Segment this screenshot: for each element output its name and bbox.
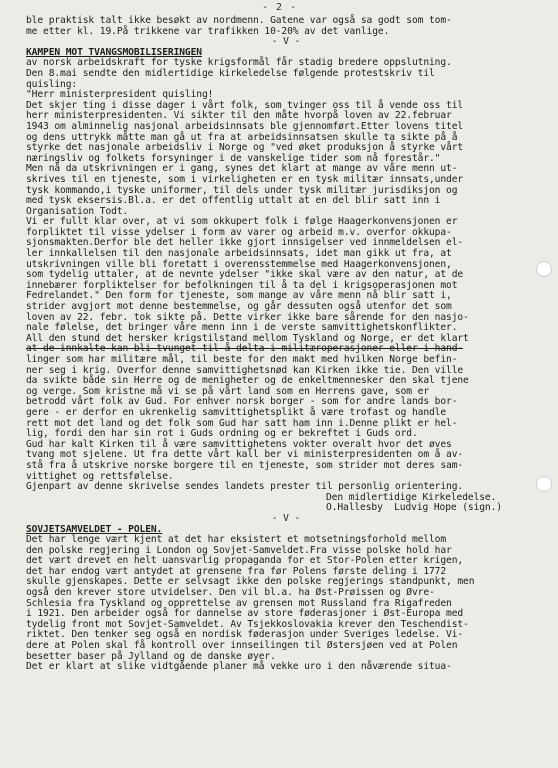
protest-letter-line: strider avgjort mot denne bestemmelse, og går dessuten også utenfor det som: [26, 301, 452, 313]
article-line: den polske regjering i London og Sovjet-Samveldet.Fra visse polske hold har: [26, 544, 452, 556]
punch-hole: [536, 476, 552, 492]
protest-letter-line: tvang mot sjelene. Ut fra dette vårt kall ber vi ministerpresidenten om å av-: [26, 449, 464, 461]
document-body: [26, 16, 546, 673]
article-line: tydelig front mot Sovjet-Samveldet. Av Tsjekkoslovakia krever den Teschendist-: [26, 618, 469, 630]
protest-letter-line: rett mot det land og det folk som Gud har satt ham inn i.Denne plikt er hel-: [26, 417, 458, 429]
protest-letter-line: utskrivningen ville bli foretatt i overensstemmelse med Haagerkonvensjonen,: [26, 258, 452, 270]
protest-letter-line: og verge. Som kristne må vi se på vårt land som en Herrens gave, som er: [26, 385, 429, 397]
protest-letter-line: styrke det nasjonale arbeidsliv i Norge og "ved øket produksjon å styrke vårt: [26, 142, 464, 154]
article-line: det vært drevet en helt uansvarlig propaganda for et Stor-Polen etter krigen,: [26, 555, 464, 567]
protest-letter-line: Det skjer ting i disse dager i vårt folk, som tvinger oss til å vende oss til: [26, 99, 464, 111]
protest-letter-line: linger som har militære mål, til beste for den makt med hvilken Norge befin-: [26, 354, 458, 365]
protest-letter-line: herr ministerpresidenten. Vi sikter til den måte hvorpå loven av 22.februar: [26, 110, 452, 122]
article-line: Det er klart at slike vidtgående planer må vekke uro i den nåværende situa-: [26, 661, 452, 673]
protest-letter-line: Men nå da utskrivningen er i gang, synes det klart at mange av våre menn ut-: [26, 163, 458, 175]
protest-letter-line: lig, fordi den har sin rot i Guds ordning og er bekreftet i Guds ord.: [26, 428, 418, 440]
section-separator: - V -: [271, 512, 301, 524]
article-line: også den krever store utvidelser. Den vil bl.a. ha Øst-Prøissen og Øvre-: [26, 587, 435, 599]
protest-letter-line: og dens uttrykk måtte man gå ut fra at arbeidsinnsatsen skulle ta sikte på å: [26, 131, 458, 143]
section-heading: SOVJETSAMVELDET - POLEN.: [26, 523, 163, 535]
protest-letter-line: av norsk arbeidskraft for tyske krigsformål får stadig bredere oppslutning.: [26, 57, 452, 69]
protest-letter-line: Fedrelandet." Den form for tjeneste, som mange av våre menn nå blir satt i,: [26, 290, 452, 302]
article-line: det har endog vært antydet at grensene fra før Polens første deling i 1772: [26, 565, 447, 577]
protest-letter-line: forpliktet til visse ydelser i form av varer og arbeid m.v. overfor okkupa-: [26, 226, 452, 238]
signature-line: Den midlertidige Kirkeledelse.: [326, 491, 497, 503]
protest-letter-line: med tysk eksersis.Bl.a. er det offentlig uttalt at en del blir satt inn i: [26, 195, 441, 207]
article-line: besetter baser på Jylland og de danske øyer.: [26, 650, 276, 662]
protest-letter-line: quisling:: [26, 78, 78, 90]
protest-letter-line: loven av 22. febr. tok sikte på. Dette virker ikke bare sårende for den nasjo-: [26, 311, 469, 323]
protest-letter-line: innebærer forpliktelser for befolkningen til å ta del i krigsoperasjonen mot: [26, 279, 458, 291]
intro-line: me etter kl. 19.På trikkene var trafikken 10-20% av det vanlige.: [26, 25, 390, 37]
protest-letter-line: skrives til en tjeneste, som i virkeligheten er en tysk militær innsats,under: [26, 173, 464, 185]
protest-letter-line: gere - er derfor en ukrenkelig samvittighetsplikt å være trofast og handle: [26, 406, 447, 418]
protest-letter-line: All den stund det hersker krigstilstand mellom Tyskland og Norge, er det klart: [26, 332, 469, 344]
protest-letter-line: "Herr ministerpresident quisling!: [26, 89, 214, 101]
protest-letter-line: vittighet og rettsfølelse.: [26, 470, 174, 482]
protest-letter-line: Organisation Todt.: [26, 205, 129, 217]
protest-letter-line: Gud har kalt Kirken til å være samvittighetens vokter overalt hvor det øves: [26, 438, 452, 450]
protest-letter-line: næringsliv og folkets forsyninger i de vanskelige tider som nå forestår.": [26, 152, 441, 164]
protest-letter-line: betrodd vårt folk av Gud. For enhver norsk borger - som for andre lands bor-: [26, 396, 458, 408]
protest-letter-line: Gjenpart av denne skrivelse sendes landets prester til personlig orientering.: [26, 481, 464, 493]
protest-letter-line: sjonsmakten.Derfor ble det heller ikke gjort innsigelser ved innmeldelsen el-: [26, 237, 464, 249]
section-heading: KAMPEN MOT TVANGSMOBILISERINGEN: [26, 46, 202, 58]
article-line: Schlesia fra Tyskland og opprettelse av grensen mot Russland fra Rigafreden: [26, 597, 452, 609]
punch-hole: [536, 261, 552, 277]
article-line: riktet. Den tenker seg også en nordisk føderasjon under Sveriges ledelse. Vi-: [26, 629, 464, 641]
protest-letter-line: ner seg i krig. Overfor denne samvittighetsnød kan Kirken ikke tie. Den ville: [26, 364, 464, 376]
protest-letter-line: at de innkalte kan bli tvunget til å delta i militæroperasjoner eller i hand-: [26, 343, 464, 355]
protest-letter-line: 1943 om alminnelig nasjonal arbeidsinnsats ble gjennomført.Etter lovens titel: [26, 120, 464, 132]
section-separator: - V -: [271, 36, 301, 48]
article-line: skulle gjenskapes. Dette er selvsagt ikke den polske regjerings standpunkt, men: [26, 576, 475, 588]
protest-letter-line: ler innkallelsen til den nasjonale arbeidsinnsats, idet man gikk ut fra, at: [26, 248, 452, 260]
signature-line: O.Hallesby Ludvig Hope (sign.): [326, 502, 502, 514]
page-number: - 2 -: [262, 2, 298, 13]
protest-letter-line: som tydelig uttaler, at de nevnte ydelser "ikke skal være av den natur, at de: [26, 269, 464, 281]
protest-letter-line: Vi er fullt klar over, at vi som okkupert folk i følge Haagerkonvensjonen er: [26, 216, 458, 228]
protest-letter-line: nale følelse, det bringer våre menn inn i de verste samvittighetskonflikter.: [26, 322, 458, 334]
article-line: dere at Polen skal få kontroll over innseilingen til Østersjøen ved at Polen: [26, 640, 458, 652]
protest-letter-line: stå fra å utskrive norske borgere til en tjeneste, som strider mot deres sam-: [26, 459, 464, 471]
intro-line: ble praktisk talt ikke besøkt av nordmenn. Gatene var også sa godt som tom-: [26, 15, 452, 26]
article-line: i 1921. Den arbeider også for dannelse av store føderasjoner i Øst-Europa med: [26, 608, 464, 620]
article-line: Det har lenge vært kjent at det har eksistert et motsetningsforhold mellom: [26, 534, 447, 546]
protest-letter-line: da svikte både sin Herre og de menigheter og de enkeltmennesker den skal tjene: [26, 375, 469, 387]
protest-letter-line: tysk kommando,i tyske uniformer, til dels under tysk militær jurisdiksjon og: [26, 184, 458, 196]
protest-letter-line: Den 8.mai sendte den midlertidige kirkeledelse følgende protestskriv til: [26, 67, 435, 79]
